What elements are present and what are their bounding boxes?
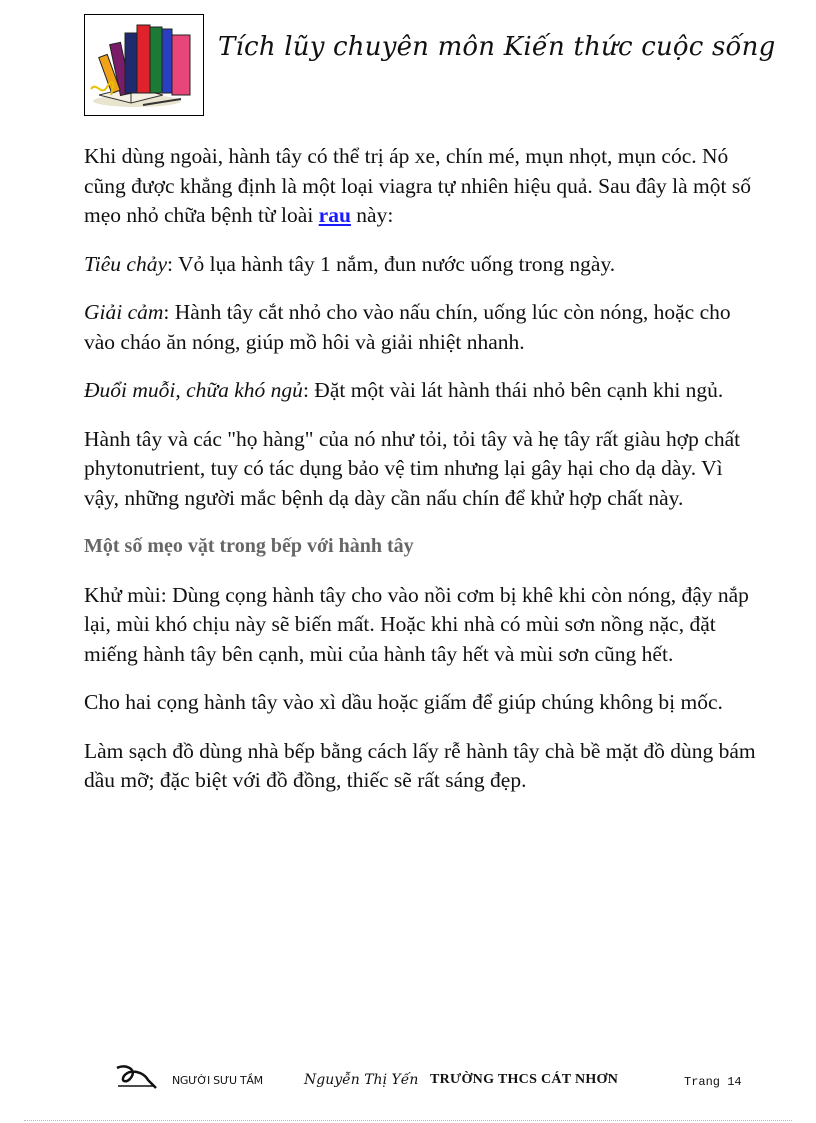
paragraph-tieu-chay: Tiêu chảy: Vỏ lụa hành tây 1 nắm, đun nước uống trong ngày.: [84, 251, 616, 276]
author-name: Nguyễn Thị Yến: [304, 1072, 419, 1088]
section-heading: Một số mẹo vặt trong bếp với hành tây: [84, 535, 414, 557]
document-body: [84, 142, 756, 815]
paragraph-lam-sach: Làm sạch đồ dùng nhà bếp bằng cách lấy rễ hành tây chà bề mặt đồ dùng bám dầu mỡ; đặc biệt với đồ đồng, thiếc sẽ rất sáng đẹp.: [84, 738, 756, 792]
rau-link[interactable]: rau: [318, 203, 351, 227]
collector-label: NGƯỜI SƯU TẦM: [172, 1074, 263, 1087]
paragraph-intro: Khi dùng ngoài, hành tây có thể trị áp xe, chín mé, mụn nhọt, mụn cóc. Nó cũng được khẳng định là một loại viagra tự nhiên hiệu quả. Sau đây là một số mẹo nhỏ chữa bệnh từ loài rau này:: [84, 144, 751, 227]
page-title: Tích lũy chuyên môn Kiến thức cuộc sống: [218, 32, 776, 62]
paragraph-khu-mui: Khử mùi: Dùng cọng hành tây cho vào nồi cơm bị khê khi còn nóng, đậy nắp lại, mùi khó chịu này sẽ biến mất. Hoặc khi nhà có mùi sơn nồng nặc, đặt miếng hành tây bên cạnh, mùi của hành tây hết và mùi sơn cũng hết.: [84, 582, 749, 666]
paragraph-duoi-muoi: Đuổi muỗi, chữa khó ngủ: Đặt một vài lát hành thái nhỏ bên cạnh khi ngủ.: [84, 378, 724, 402]
remedy-label: Giải cảm: [84, 300, 164, 324]
remedy-label: Đuổi muỗi, chữa khó ngủ: [84, 378, 303, 402]
pen-signature-icon: [114, 1062, 160, 1097]
school-name: TRƯỜNG THCS CÁT NHƠN: [430, 1072, 619, 1087]
remedy-label: Tiêu chảy: [84, 251, 167, 276]
books-icon: [84, 14, 204, 116]
page-number: Trang 14: [684, 1075, 742, 1089]
paragraph-giai-cam: Giải cảm: Hành tây cắt nhỏ cho vào nấu chín, uống lúc còn nóng, hoặc cho vào cháo ăn nóng, giúp mồ hôi và giải nhiệt nhanh.: [84, 300, 731, 354]
paragraph-xi-dau: Cho hai cọng hành tây vào xì dầu hoặc giấm để giúp chúng không bị mốc.: [84, 690, 723, 714]
paragraph-ho-hang: Hành tây và các "họ hàng" của nó như tỏi, tỏi tây và hẹ tây rất giàu hợp chất phytonutrient, tuy có tác dụng bảo vệ tim nhưng lại gây hại cho dạ dày. Vì vậy, những người mắc bệnh dạ dày cần nấu chín để khử hợp chất này.: [84, 426, 741, 510]
page-footer: [0, 1060, 816, 1100]
footer-divider: [24, 1120, 792, 1121]
